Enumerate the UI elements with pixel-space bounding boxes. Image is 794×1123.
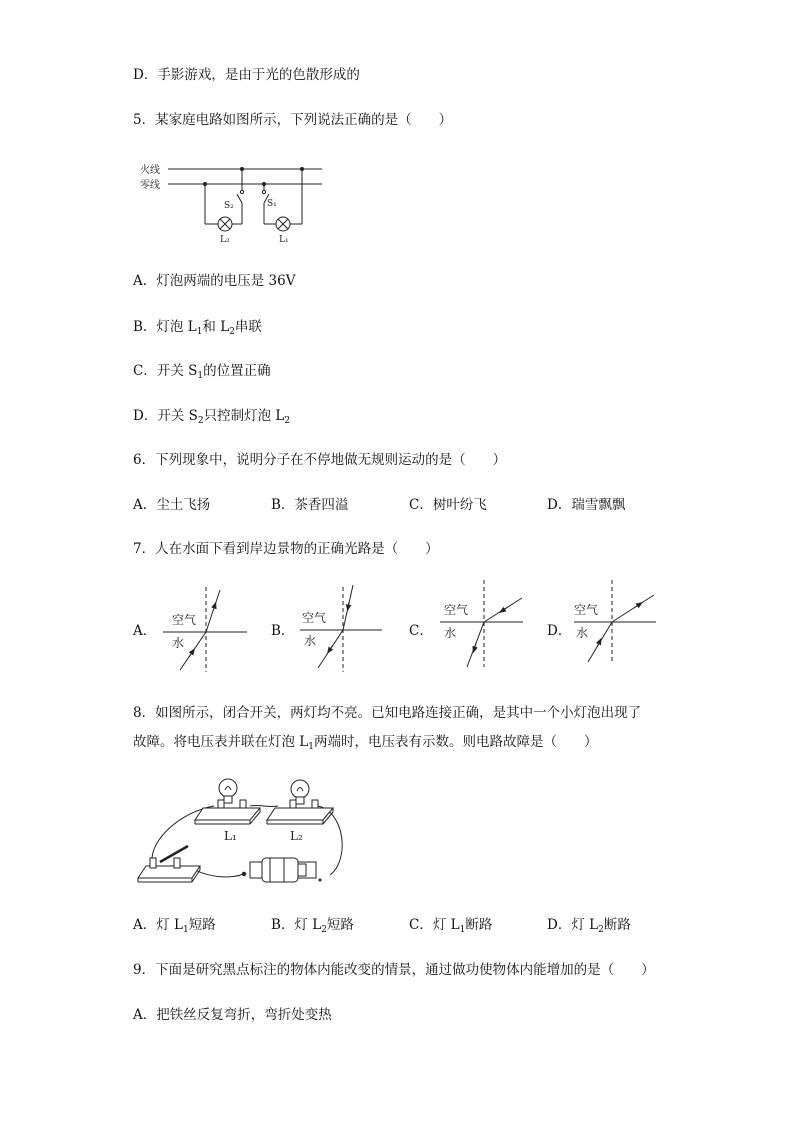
subscript: 2: [598, 925, 604, 935]
q9-stem: 9．下面是研究黑点标注的物体内能改变的情景，通过做功使物体内能增加的是（ ）: [133, 962, 655, 978]
text: D．灯 L: [547, 917, 599, 933]
text: 短路: [188, 917, 216, 933]
q7-label-d: D．: [547, 623, 572, 639]
water-label-a: 水: [172, 636, 185, 650]
text: B．灯 L: [271, 917, 322, 933]
subscript: 2: [321, 925, 327, 935]
water-label-d: 水: [576, 626, 589, 640]
text: 串联: [234, 319, 262, 335]
q7-label-c: C．: [409, 623, 433, 639]
subscript: 2: [197, 416, 204, 426]
subscript: 1: [183, 925, 189, 935]
q6-option-c: C．树叶纷飞: [409, 497, 487, 513]
text: D．开关 S: [133, 408, 198, 424]
live-wire-label: 火线: [140, 165, 160, 176]
subscript: 1: [197, 371, 204, 381]
q6-option-d: D．瑞雪飘飘: [547, 497, 626, 513]
subscript: 1: [308, 742, 314, 752]
lamp-l2-label: L₂: [290, 829, 303, 843]
water-label-b: 水: [304, 634, 317, 648]
air-label-b: 空气: [302, 611, 327, 625]
subscript: 1: [196, 327, 203, 337]
switch-s1-label: S₁: [267, 199, 277, 209]
lamp-l1-label: L₁: [279, 235, 289, 245]
text: 和 L: [202, 319, 230, 335]
q6-option-a: A．尘土飞扬: [133, 497, 211, 513]
q8-option-a: [133, 916, 216, 934]
q8-option-b: [271, 916, 354, 934]
q6-option-b: B．茶香四溢: [271, 497, 349, 513]
text: 故障。将电压表并联在灯泡 L: [133, 734, 309, 750]
q6-stem: 6．下列现象中，说明分子在不停地做无规则运动的是（ ）: [133, 452, 507, 468]
text: 的位置正确: [203, 363, 271, 379]
q9-option-a: A．把铁丝反复弯折，弯折处变热: [133, 1007, 332, 1023]
text: 只控制灯泡 L: [203, 408, 285, 424]
text: 断路: [603, 917, 631, 933]
lamp-l1-label: L₁: [224, 829, 237, 843]
subscript: 2: [284, 416, 291, 426]
q5-option-a: A．灯泡两端的电压是 36V: [133, 273, 296, 289]
subscript: 1: [459, 925, 466, 935]
text: 断路: [465, 917, 493, 933]
q7-label-b: B．: [271, 623, 295, 639]
lamp-l2-label: L₂: [220, 235, 230, 245]
q7-stem: 7．人在水面下看到岸边景物的正确光路是（ ）: [133, 541, 439, 557]
q8-option-c: [409, 916, 492, 934]
neutral-wire-label: 零线: [140, 180, 160, 191]
text: 两端时，电压表有示数。则电路故障是（ ）: [314, 734, 598, 750]
air-label-c: 空气: [444, 603, 469, 617]
text: A．灯 L: [133, 917, 184, 933]
q8-option-d: [547, 916, 631, 934]
q5-stem: 5．某家庭电路如图所示，下列说法正确的是（ ）: [133, 112, 453, 128]
water-label-c: 水: [444, 626, 457, 640]
text: C．开关 S: [133, 363, 198, 379]
air-label-d: 空气: [574, 603, 599, 617]
subscript: 2: [229, 327, 235, 337]
q8-stem-line1: 8．如图所示，闭合开关，两灯均不亮。已知电路连接正确，是其中一个小灯泡出现了: [133, 705, 642, 721]
text: 短路: [326, 917, 354, 933]
q4-option-d: D．手影游戏，是由于光的色散形成的: [133, 67, 360, 83]
text: B．灯泡 L: [133, 319, 197, 335]
switch-s2-label: S₂: [224, 201, 234, 211]
q7-label-a: A．: [133, 623, 157, 639]
text: C．灯 L: [409, 917, 460, 933]
air-label-a: 空气: [172, 613, 197, 627]
